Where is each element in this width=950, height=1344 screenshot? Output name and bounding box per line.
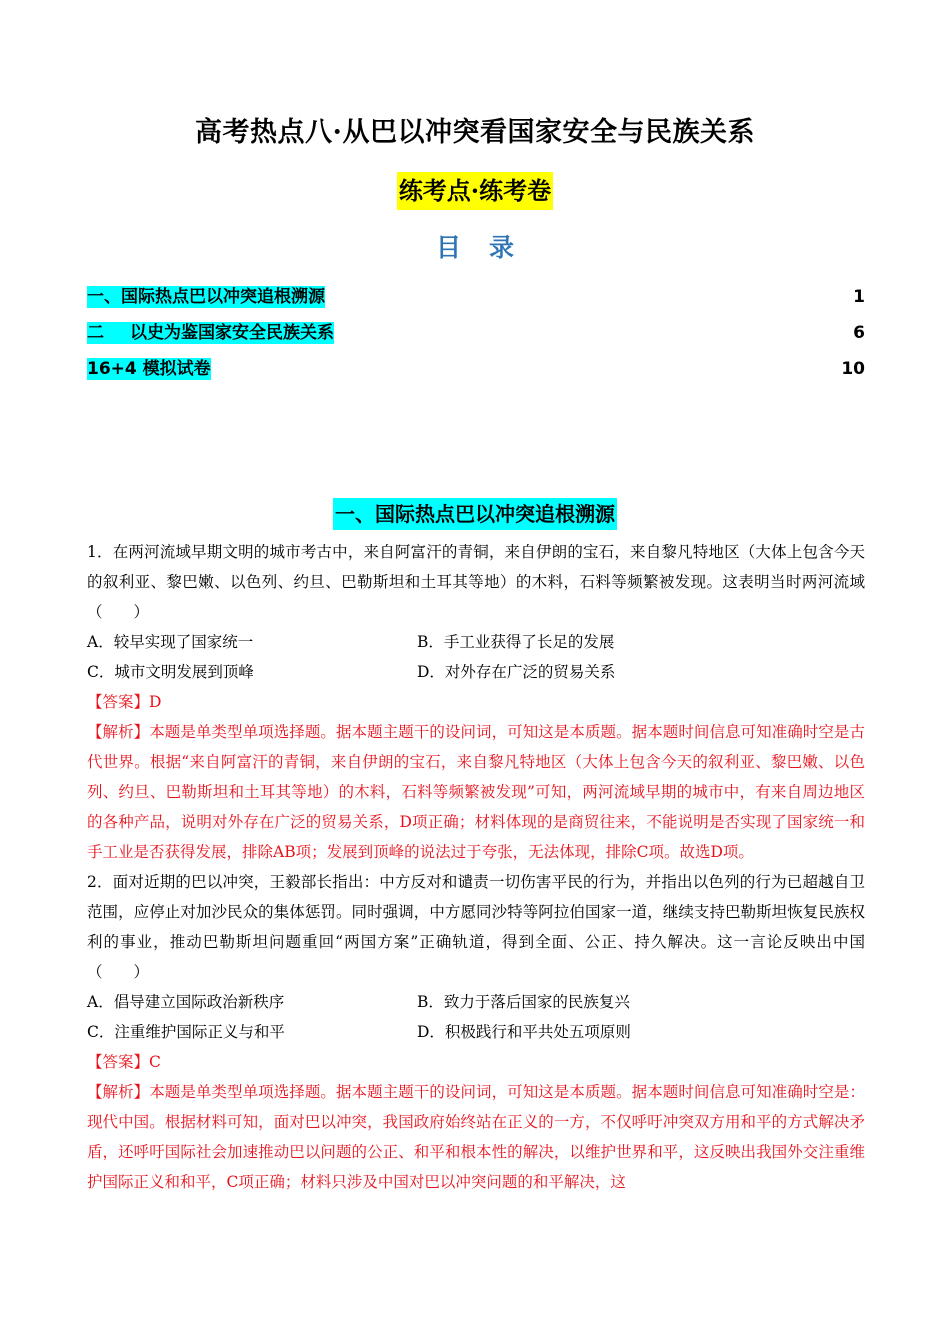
option-c: C．注重维护国际正义与和平 (87, 1023, 285, 1041)
document-title: 高考热点八·从巴以冲突看国家安全与民族关系 (195, 117, 755, 148)
subtitle-container (0, 172, 950, 210)
toc-entry-text: 以史为鉴国家安全民族关系 (130, 323, 334, 343)
option-b: B．手工业获得了长足的发展 (417, 633, 615, 651)
toc-entry[interactable] (87, 319, 865, 355)
toc-entry[interactable] (87, 355, 865, 391)
toc-heading (0, 228, 950, 268)
section-heading-container (0, 498, 950, 530)
table-of-contents (87, 283, 865, 391)
analysis: 【解析】本题是单类型单项选择题。据本题主题干的设问词，可知这是本质题。据本题时间信息可知准确时空是古代世界。根据“来自阿富汗的青铜，来自伊朗的宝石，来自黎凡特地区（大体上包含今天的叙利亚、黎巴嫩、以色列、约旦、巴勒斯坦和土耳其等地）的木料，石料等频繁被发现”可知，两河流域早期的城市中，有来自周边地区的各种产品，说明对外存在广泛的贸易关系，D项正确；材料体现的是商贸往来，不能说明是否实现了国家统一和手工业是否获得发展，排除AB项；发展到顶峰的说法过于夸张，无法体现，排除C项。故选D项。 (87, 723, 865, 861)
option-a: A．较早实现了国家统一 (87, 633, 254, 651)
option-d: D．积极践行和平共处五项原则 (417, 1023, 631, 1041)
questions-content (87, 537, 865, 1197)
toc-entry-page: 1 (853, 287, 865, 307)
question-options-row (87, 627, 865, 657)
toc-entry[interactable] (87, 283, 865, 319)
analysis: 【解析】本题是单类型单项选择题。据本题主题干的设问词，可知这是本质题。据本题时间信息可知准确时空是：现代中国。根据材料可知，面对巴以冲突，我国政府始终站在正义的一方，不仅呼吁冲突双方用和平的方式解决矛盾，还呼吁国际社会加速推动巴以问题的公正、和平和根本性的解决，以维护世界和平，这反映出我国外交注重维护国际正义和和平，C项正确；材料只涉及中国对巴以冲突问题的和平解决，这 (87, 1083, 865, 1191)
toc-entry-label[interactable] (87, 322, 334, 344)
answer: 【答案】D (87, 693, 162, 711)
toc-entry-page: 6 (853, 323, 865, 343)
toc-entry-label[interactable]: 16+4 模拟试卷 (87, 359, 211, 379)
toc-heading-char-1: 目 (435, 233, 461, 262)
option-a: A．倡导建立国际政治新秩序 (87, 993, 285, 1011)
answer: 【答案】C (87, 1053, 161, 1071)
option-d: D．对外存在广泛的贸易关系 (417, 663, 616, 681)
section-title: 一、国际热点巴以冲突追根溯源 (333, 498, 617, 530)
option-c: C．城市文明发展到顶峰 (87, 663, 254, 681)
toc-entry-page: 10 (841, 359, 865, 379)
toc-entry-prefix: 二 (87, 323, 104, 343)
question-options-row (87, 987, 865, 1017)
document-subtitle: 练考点·练考卷 (397, 172, 553, 210)
toc-heading-char-2: 录 (489, 233, 515, 262)
option-b: B．致力于落后国家的民族复兴 (417, 993, 630, 1011)
toc-entry-label[interactable]: 一、国际热点巴以冲突追根溯源 (87, 287, 325, 307)
question-options-row (87, 1017, 865, 1047)
question-stem: 2．面对近期的巴以冲突，王毅部长指出：中方反对和谴责一切伤害平民的行为，并指出以色列的行为已超越自卫范围，应停止对加沙民众的集体惩罚。同时强调，中方愿同沙特等阿拉伯国家一道，继续支持巴勒斯坦恢复民族权利的事业，推动巴勒斯坦问题重回“两国方案”正确轨道，得到全面、公正、持久解决。这一言论反映出中国（ ） (87, 873, 865, 981)
question-options-row (87, 657, 865, 687)
question-stem: 1．在两河流域早期文明的城市考古中，来自阿富汗的青铜，来自伊朗的宝石，来自黎凡特地区（大体上包含今天的叙利亚、黎巴嫩、以色列、约旦、巴勒斯坦和土耳其等地）的木料，石料等频繁被发现。这表明当时两河流域（ ） (87, 543, 865, 621)
